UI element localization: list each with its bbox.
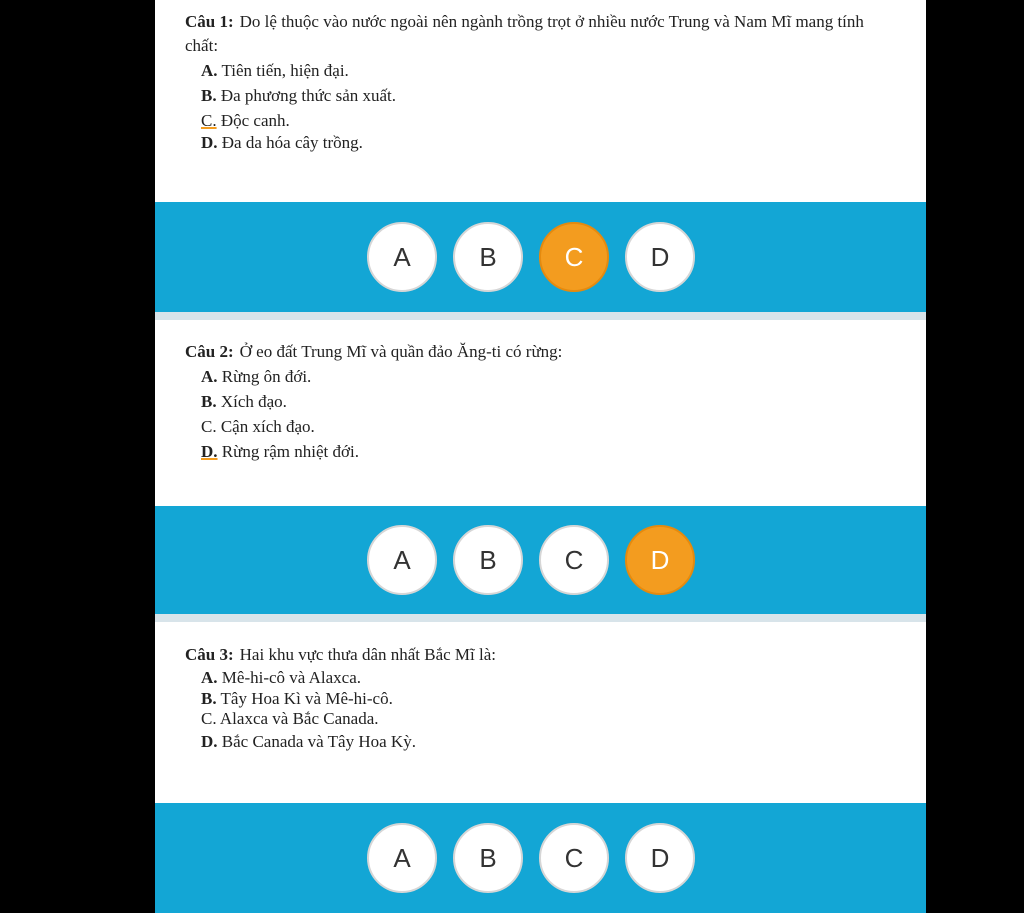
answer-button-d[interactable]: D bbox=[625, 823, 695, 893]
answer-button-d[interactable]: D bbox=[625, 222, 695, 292]
question-3-option-c: C. Alaxca và Bắc Canada. bbox=[201, 709, 379, 728]
answer-button-b[interactable]: B bbox=[453, 823, 523, 893]
question-3-option-a: A. Mê-hi-cô và Alaxca. bbox=[201, 668, 362, 687]
question-3-option-b: B. Tây Hoa Kì và Mê-hi-cô. bbox=[201, 689, 393, 708]
question-3 bbox=[185, 643, 886, 754]
question-2-answer-bar bbox=[155, 506, 926, 622]
answer-button-b[interactable]: B bbox=[453, 525, 523, 595]
question-1-option-a: A. Tiên tiến, hiện đại. bbox=[201, 61, 349, 80]
question-number: Câu 2: bbox=[185, 342, 234, 361]
quiz-page bbox=[155, 0, 926, 901]
question-3-option-d: D. Bắc Canada và Tây Hoa Kỳ. bbox=[201, 732, 416, 751]
question-number: Câu 1: bbox=[185, 12, 234, 31]
answer-button-d[interactable]: D bbox=[625, 525, 695, 595]
question-2 bbox=[185, 340, 886, 464]
question-3-stem bbox=[185, 643, 886, 667]
answer-button-c[interactable]: C bbox=[539, 222, 609, 292]
answer-button-a[interactable]: A bbox=[367, 222, 437, 292]
answer-button-a[interactable]: A bbox=[367, 823, 437, 893]
answer-choices bbox=[367, 823, 695, 893]
question-1-stem bbox=[185, 10, 886, 58]
answer-choices bbox=[367, 525, 695, 595]
answer-button-a[interactable]: A bbox=[367, 525, 437, 595]
answer-button-c[interactable]: C bbox=[539, 525, 609, 595]
question-2-option-d: D. Rừng rậm nhiệt đới. bbox=[201, 442, 359, 461]
answer-button-c[interactable]: C bbox=[539, 823, 609, 893]
question-1-answer-bar bbox=[155, 202, 926, 320]
answer-choices bbox=[367, 222, 695, 292]
question-text: Ở eo đất Trung Mĩ và quần đảo Ăng-ti có rừng: bbox=[239, 342, 563, 361]
question-1-option-c: C. Độc canh. bbox=[201, 111, 290, 130]
question-2-option-c: C. Cận xích đạo. bbox=[201, 417, 315, 436]
question-1 bbox=[185, 10, 886, 153]
question-text: Hai khu vực thưa dân nhất Bắc Mĩ là: bbox=[239, 645, 497, 664]
answer-button-b[interactable]: B bbox=[453, 222, 523, 292]
question-number: Câu 3: bbox=[185, 645, 234, 664]
question-3-answer-bar bbox=[155, 803, 926, 913]
question-2-stem bbox=[185, 340, 886, 364]
question-1-option-d: D. Đa da hóa cây trồng. bbox=[201, 133, 363, 152]
question-text: Do lệ thuộc vào nước ngoài nên ngành trồng trọt ở nhiều nước Trung và Nam Mĩ mang tính chất: bbox=[185, 12, 864, 55]
question-2-option-b: B. Xích đạo. bbox=[201, 392, 287, 411]
question-2-option-a: A. Rừng ôn đới. bbox=[201, 367, 312, 386]
question-1-option-b: B. Đa phương thức sản xuất. bbox=[201, 86, 397, 105]
